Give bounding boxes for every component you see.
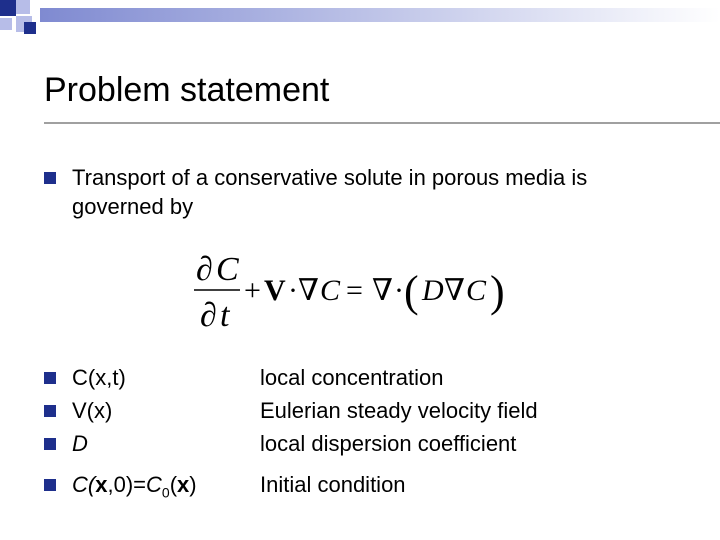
intro-line-2: governed by [72, 194, 194, 219]
ic-sub: 0 [161, 484, 170, 501]
transport-equation [182, 248, 522, 334]
ic-end: ) [189, 472, 197, 497]
eq-nabla-1: ∇ [298, 274, 319, 307]
eq-nabla-2: ∇ [372, 274, 393, 307]
eq-plus: + [244, 274, 261, 307]
bullet-marker [44, 479, 56, 491]
term-symbol-text: C(x,t) [72, 365, 126, 390]
eq-C-3: C [466, 274, 487, 307]
page-title: Problem statement [44, 71, 330, 109]
bullet-marker [44, 438, 56, 450]
eq-equals: = [346, 274, 363, 307]
eq-C-numerator: C [216, 251, 239, 288]
bullet-marker [44, 372, 56, 384]
ic-x2: x [177, 472, 190, 497]
ic-mid: ,0)= [107, 472, 146, 497]
eq-left-paren: ( [404, 267, 419, 316]
ic-x: x [95, 472, 108, 497]
initial-condition-definition: Initial condition [260, 472, 406, 497]
bullet-marker [44, 172, 56, 184]
eq-C-2: C [320, 274, 341, 307]
eq-nabla-3: ∇ [444, 274, 465, 307]
ic-pre: C( [72, 472, 96, 497]
eq-right-paren: ) [490, 267, 505, 316]
term-symbol: D [72, 431, 88, 456]
ic-C: C [146, 472, 162, 497]
term-symbol: V(x) [72, 398, 113, 423]
eq-V: V [264, 274, 286, 307]
eq-D: D [422, 274, 444, 307]
eq-dot-1: · [288, 274, 298, 307]
header-decoration [0, 0, 720, 40]
initial-condition-symbol [72, 470, 197, 507]
bullet-marker [44, 405, 56, 417]
eq-t: t [220, 297, 230, 334]
term-symbol [72, 363, 126, 393]
title-divider [44, 122, 720, 124]
term-definition: local concentration [260, 365, 444, 390]
eq-dot-2: · [394, 274, 404, 307]
eq-partial-2: ∂ [200, 297, 217, 334]
term-definition: local dispersion coefficient [260, 431, 517, 456]
ic-paren: ( [169, 472, 178, 497]
intro-line-1: Transport of a conservative solute in porous media is [72, 165, 588, 190]
term-definition: Eulerian steady velocity field [260, 398, 538, 423]
eq-partial-1: ∂ [196, 251, 213, 288]
